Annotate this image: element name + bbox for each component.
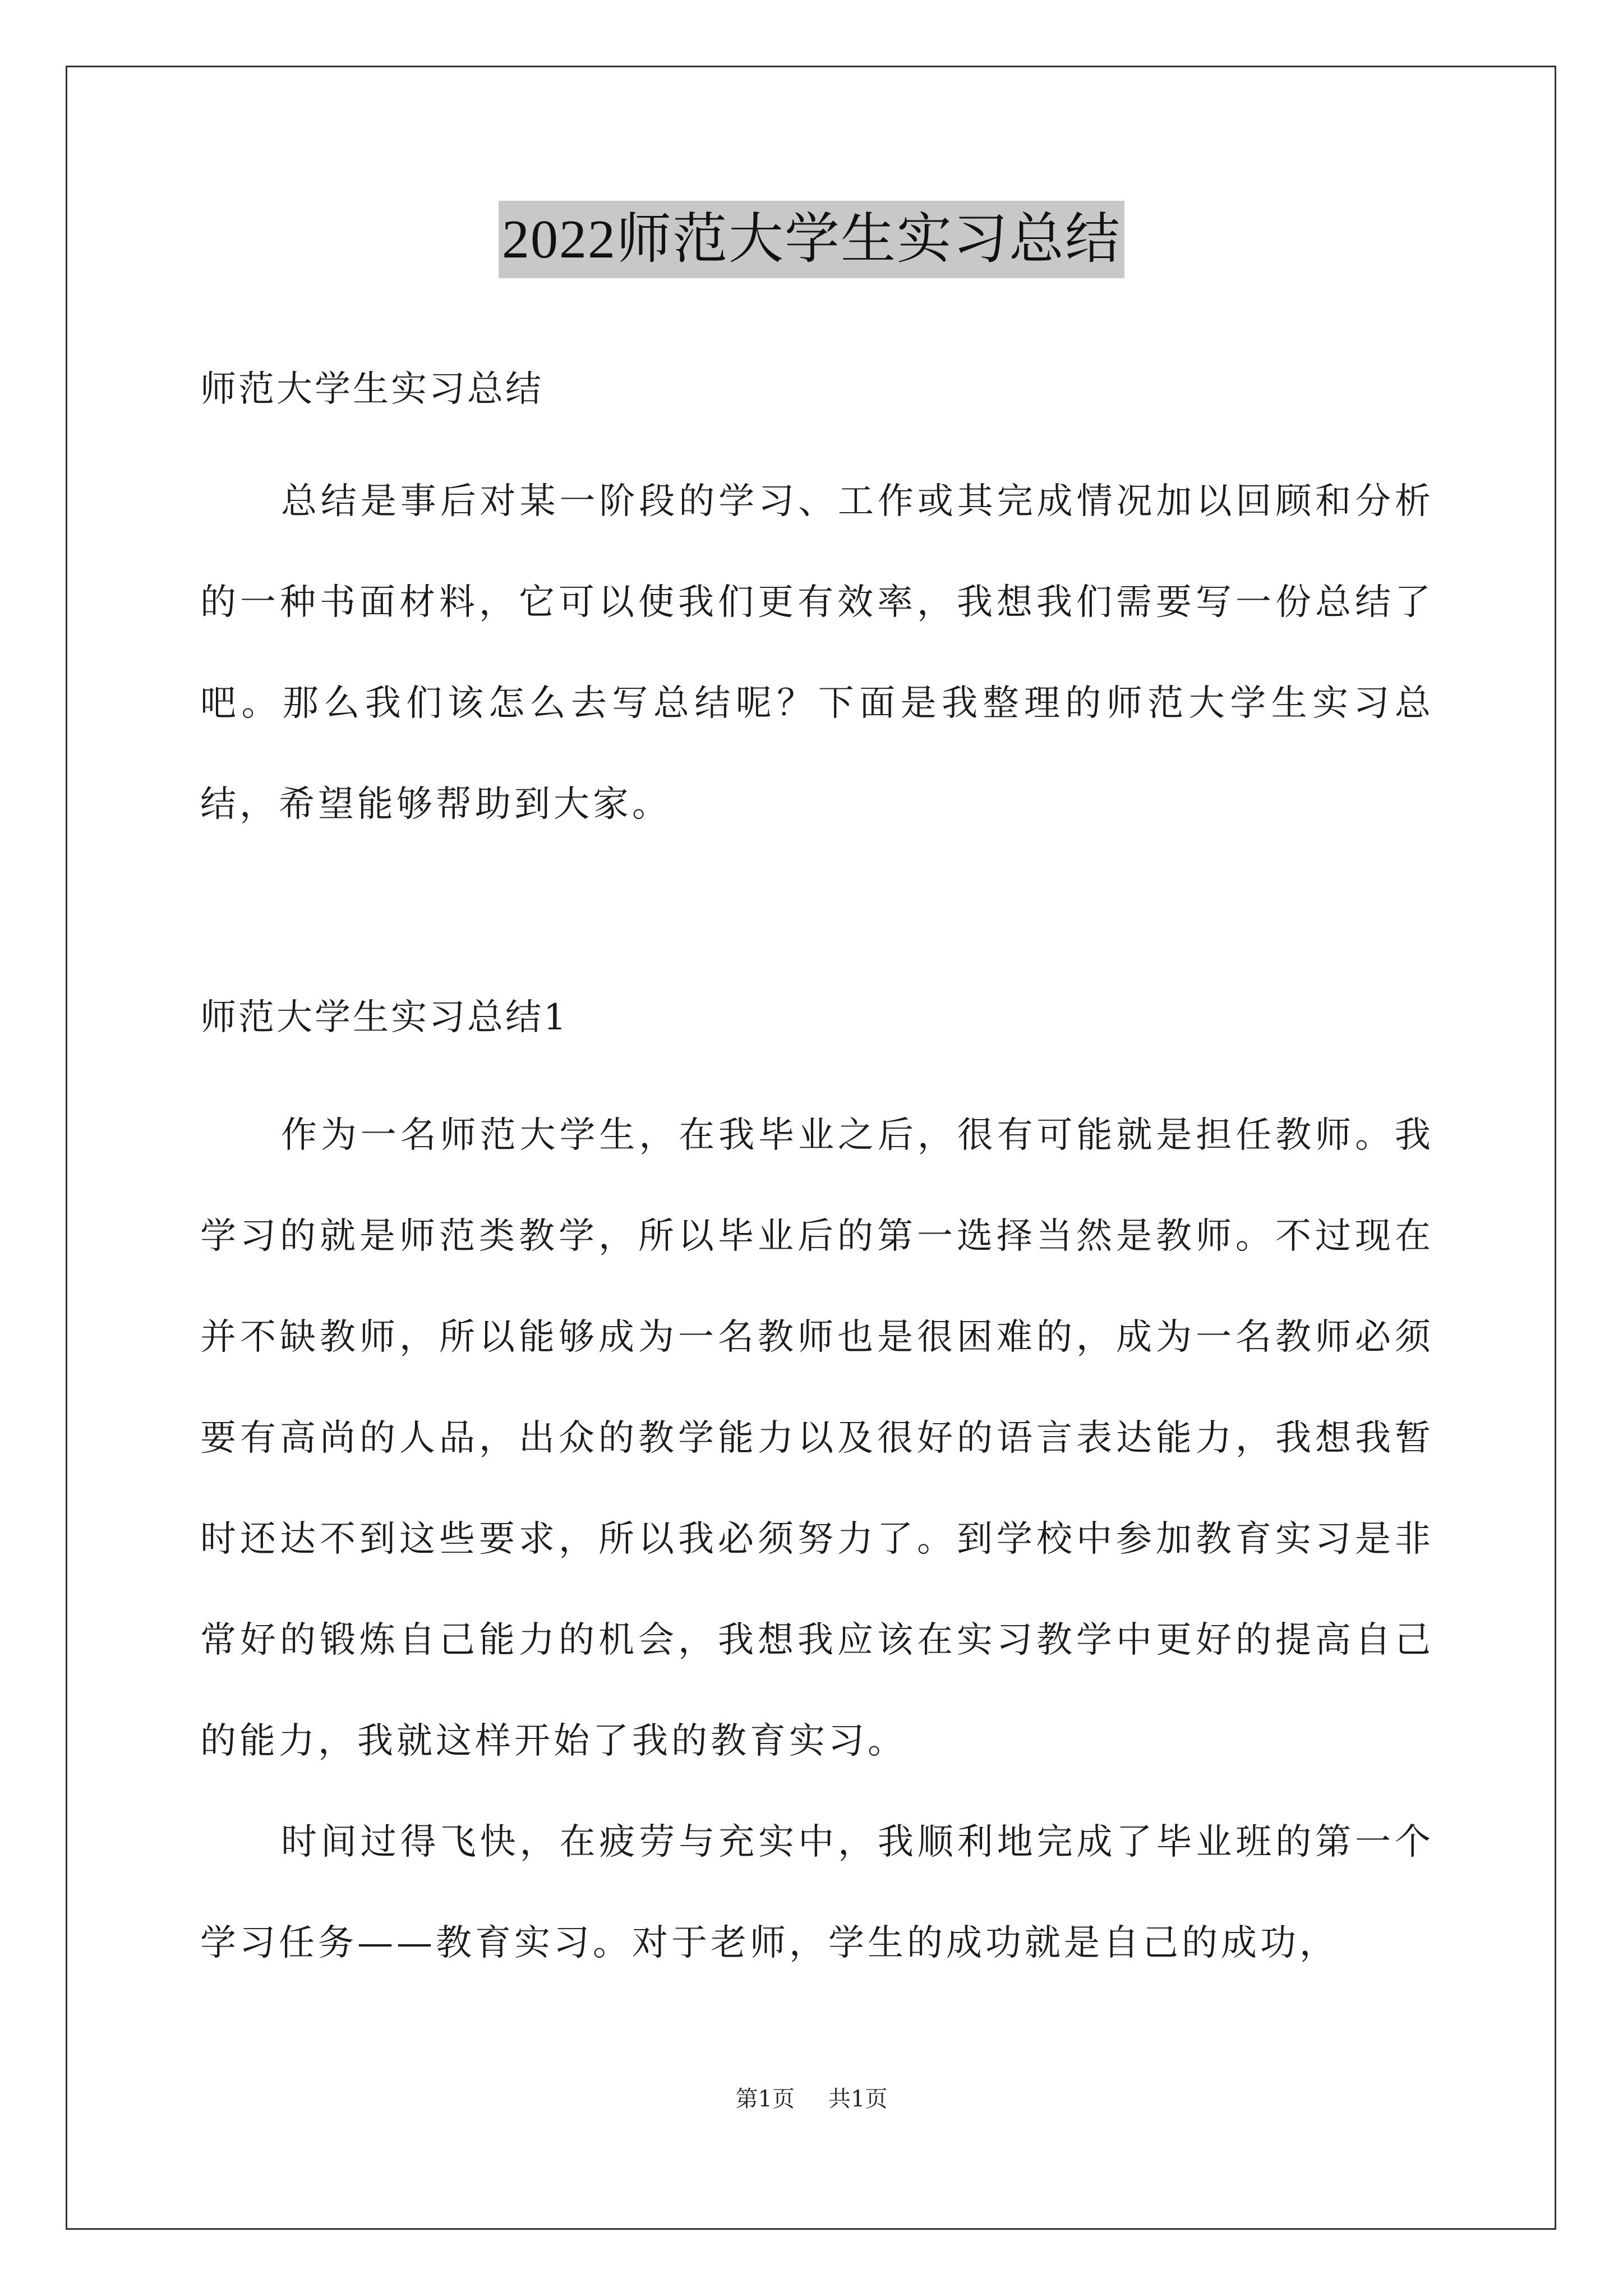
title-container (0, 201, 1623, 278)
document-body (200, 314, 1434, 1994)
section1-paragraph: 时间过得飞快，在疲劳与充实中，我顺利地完成了毕业班的第一个学习任务——教育实习。对于老师，学生的成功就是自己的成功， (200, 1821, 1434, 1964)
document-title: 2022师范大学生实习总结 (499, 201, 1124, 278)
page-number: 第1页 (735, 2086, 795, 2112)
section1-paragraph: 作为一名师范大学生，在我毕业之后，很有可能就是担任教师。我学习的就是师范类教学，所以毕业后的第一选择当然是教师。不过现在并不缺教师，所以能够成为一名教师也是很困难的，成为一名教师必须要有高尚的人品，出众的教学能力以及很好的语言表达能力，我想我暂时还达不到这些要求，所以我必须努力了。到学校中参加教育实习是非常好的锻炼自己能力的机会，我想我应该在实习教学中更好的提高自己的能力，我就这样开始了我的教育实习。 (200, 1115, 1434, 1762)
intro-paragraph: 总结是事后对某一阶段的学习、工作或其完成情况加以回顾和分析的一种书面材料，它可以使我们更有效率，我想我们需要写一份总结了吧。那么我们该怎么去写总结呢？下面是我整理的师范大学生实习总结，希望能够帮助到大家。 (200, 481, 1434, 825)
page-footer (0, 2081, 1623, 2113)
intro-heading: 师范大学生实习总结 (200, 369, 543, 410)
section1-heading: 师范大学生实习总结1 (200, 997, 569, 1038)
page-total: 共1页 (828, 2086, 888, 2112)
